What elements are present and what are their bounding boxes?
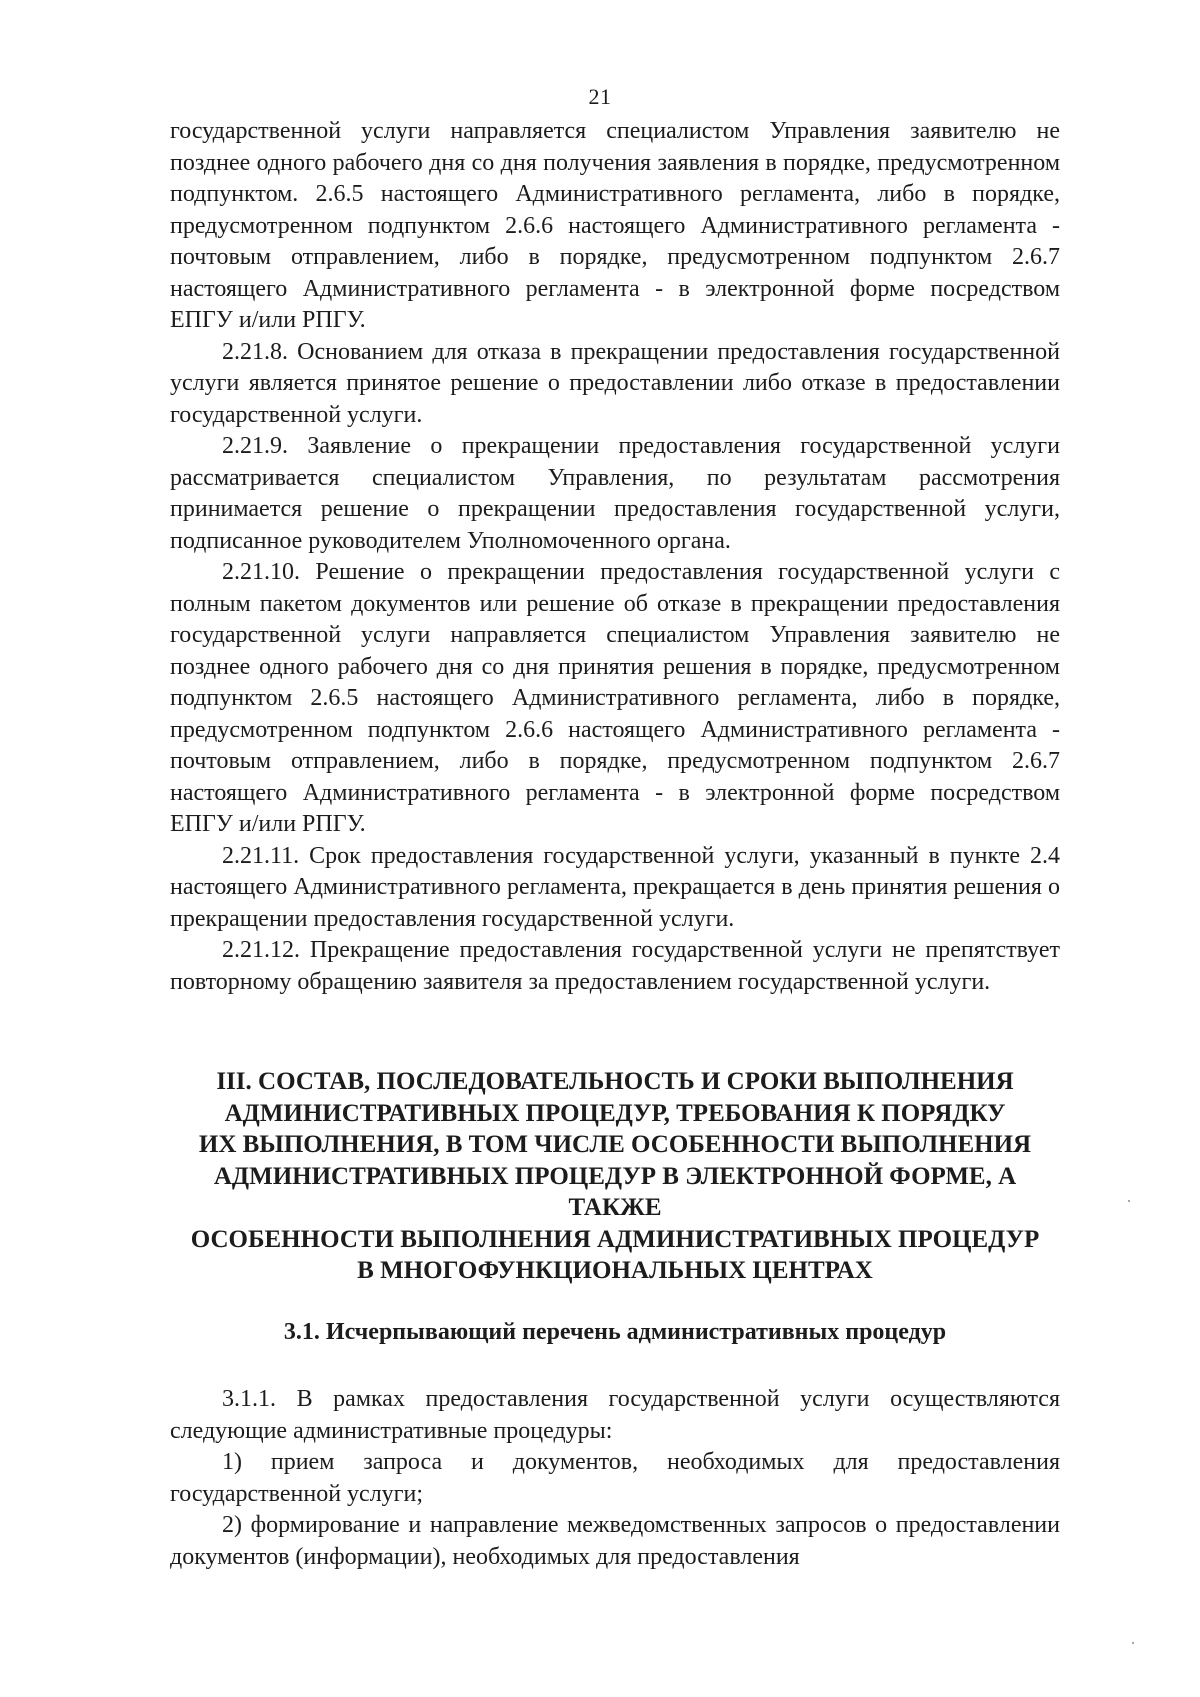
list-item: 2) формирование и направление межведомственных запросов о предоставлении документов (информации), необходимых для предоставления [170, 1512, 1060, 1570]
section-heading-line: АДМИНИСТРАТИВНЫХ ПРОЦЕДУР В ЭЛЕКТРОННОЙ ФОРМЕ, А [213, 1162, 1017, 1190]
page-number: 21 [588, 84, 612, 109]
section-heading-line: III. СОСТАВ, ПОСЛЕДОВАТЕЛЬНОСТЬ И СРОКИ ВЫПОЛНЕНИЯ [216, 1068, 1014, 1095]
scan-speck [1132, 1642, 1134, 1644]
section-heading-line: АДМИНИСТРАТИВНЫХ ПРОЦЕДУР, ТРЕБОВАНИЯ К ПОРЯДКУ [224, 1099, 1006, 1127]
section-heading-line: В МНОГОФУНКЦИОНАЛЬНЫХ ЦЕНТРАХ [357, 1257, 873, 1284]
paragraph-2-21-11: 2.21.11. Срок предоставления государственной услуги, указанный в пункте 2.4 настоящего Административного регламента, прекращается в день принятия решения о прекращении предоставления государственной услуги. [170, 842, 1060, 932]
paragraph-2-21-9: 2.21.9. Заявление о прекращении предоставления государственной услуги рассматривается специалистом Управления, по результатам рассмотрения принимается решение о прекращении предоставления государственной услуги, подписанное руководителем Уполномоченного органа. [170, 433, 1060, 554]
section-heading [170, 1066, 1060, 1287]
paragraph-2-21-12: 2.21.12. Прекращение предоставления государственной услуги не препятствует повторному обращению заявителя за предоставлением государственной услуги. [170, 937, 1060, 995]
section-heading-line: ИХ ВЫПОЛНЕНИЯ, В ТОМ ЧИСЛЕ ОСОБЕННОСТИ ВЫПОЛНЕНИЯ [198, 1131, 1032, 1158]
section-heading-line: ТАКЖЕ [568, 1194, 662, 1221]
section-heading-line: ОСОБЕННОСТИ ВЫПОЛНЕНИЯ АДМИНИСТРАТИВНЫХ ПРОЦЕДУР [190, 1225, 1040, 1253]
paragraph-3-1-1: 3.1.1. В рамках предоставления государственной услуги осуществляются следующие административные процедуры: [170, 1386, 1060, 1444]
paragraph-2-21-8: 2.21.8. Основанием для отказа в прекращении предоставления государственной услуги является принятое решение о предоставлении либо отказе в предоставлении государственной услуги. [170, 338, 1060, 428]
body-text [170, 116, 1060, 998]
procedures-list [170, 1384, 1060, 1573]
sub-heading: 3.1. Исчерпывающий перечень административных процедур [283, 1319, 947, 1345]
paragraph-2-21-10: 2.21.10. Решение о прекращении предоставления государственной услуги с полным пакетом документов или решение об отказе в прекращении предоставления государственной услуги направляется специалистом Управления заявителю не позднее одного рабочего дня со дня принятия решения в порядке, предусмотренном подпунктом 2.6.5 настоящего Административного регламента, либо в порядке, предусмотренном подпунктом 2.6.6 настоящего Административного регламента - почтовым отправлением, либо в порядке, предусмотренном подпунктом 2.6.7 настоящего Административного регламента - в электронной форме посредством ЕПГУ и/или РПГУ. [170, 559, 1060, 837]
scan-speck [1128, 1200, 1130, 1202]
list-item: 1) прием запроса и документов, необходимых для предоставления государственной услуги; [170, 1449, 1060, 1507]
paragraph-continuation: государственной услуги направляется специалистом Управления заявителю не позднее одного рабочего дня со дня получения заявления в порядке, предусмотренном подпунктом. 2.6.5 настоящего Административного регламента, либо в порядке, предусмотренном подпунктом 2.6.6 настоящего Административного регламента - почтовым отправлением, либо в порядке, предусмотренном подпунктом 2.6.7 настоящего Административного регламента - в электронной форме посредством ЕПГУ и/или РПГУ. [170, 118, 1060, 333]
